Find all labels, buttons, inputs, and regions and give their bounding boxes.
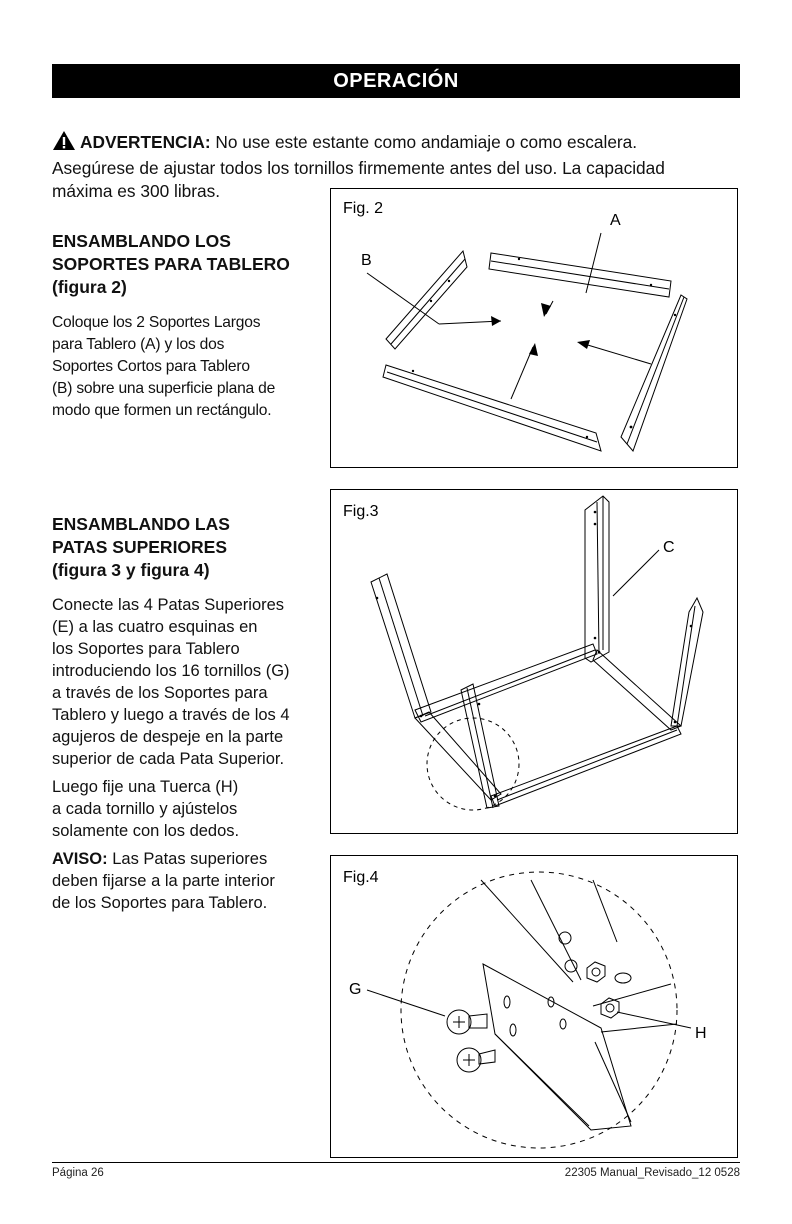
frame-right-rail <box>593 650 681 730</box>
section2-title-line: (figura 3 y figura 4) <box>52 560 210 580</box>
section2-title-line: PATAS SUPERIORES <box>52 537 228 557</box>
detail-circle <box>427 718 519 810</box>
frame-front-rail <box>491 726 681 806</box>
section2-body-line: a través de los Soportes para <box>52 684 268 702</box>
notice-text: Las Patas superiores <box>112 850 268 868</box>
notice-line: de los Soportes para Tablero. <box>52 894 268 912</box>
figure-3 <box>330 489 738 834</box>
fig2-label-b: B <box>361 252 372 269</box>
section-header-title: OPERACIÓN <box>333 69 459 92</box>
notice-line: deben fijarse a la parte interior <box>52 872 275 890</box>
frame-back-rail <box>415 644 597 722</box>
section-header <box>52 64 740 98</box>
footer-doc-id: 22305 Manual_Revisado_12 0528 <box>564 1167 740 1179</box>
section1-body-line: modo que formen un rectángulo. <box>52 402 272 419</box>
section2-body-line: introduciendo los 16 tornillos (G) <box>52 662 290 680</box>
footer-rule <box>52 1162 740 1163</box>
section2-body-line: Conecte las 4 Patas Superiores <box>52 596 285 614</box>
figure-2-drawing <box>331 189 739 469</box>
notice-line-1 <box>52 848 290 870</box>
section2-body-line: (E) a las cuatro esquinas en <box>52 618 258 636</box>
section2-body-line: agujeros de despeje en la parte <box>52 728 284 746</box>
figure-3-drawing <box>331 490 739 835</box>
section2-title-line: ENSAMBLANDO LAS <box>52 514 230 534</box>
warning-line-2: Asegúrese de ajustar todos los tornillos firmemente antes del uso. La capacidad <box>52 158 665 178</box>
notice-label: AVISO: <box>52 850 108 868</box>
fig4-title: Fig.4 <box>343 869 379 886</box>
section1-body <box>52 312 275 422</box>
footer-page: Página 26 <box>52 1167 104 1179</box>
leg-edge <box>481 880 573 982</box>
warning-label: ADVERTENCIA: <box>80 132 211 152</box>
section1-body-line: Coloque los 2 Soportes Largos <box>52 314 261 331</box>
section2-body-line: superior de cada Pata Superior. <box>52 750 285 768</box>
fig3-title: Fig.3 <box>343 503 379 520</box>
section1-title-line: (figura 2) <box>52 277 127 297</box>
rail-plate <box>483 964 631 1130</box>
section2-body2-line: solamente con los dedos. <box>52 822 240 840</box>
section1-title <box>52 230 290 299</box>
detail-circle-enlarged <box>401 872 677 1148</box>
section2-body <box>52 594 290 914</box>
fig2-label-a: A <box>610 212 621 229</box>
section2-body2-line: Luego fije una Tuerca (H) <box>52 778 239 796</box>
fig4-label-g: G <box>349 981 362 998</box>
section1-body-line: Soportes Cortos para Tablero <box>52 358 250 375</box>
warning-line-1: No use este estante como andamiaje o como escalera. <box>215 132 638 152</box>
section1-body-line: (B) sobre una superficie plana de <box>52 380 276 397</box>
section2-body-line: Tablero y luego a través de los 4 <box>52 706 290 724</box>
figure-2 <box>330 188 738 468</box>
section1-title-line: SOPORTES PARA TABLERO <box>52 254 290 274</box>
nut-upper <box>587 962 605 982</box>
rail-b-left <box>386 251 467 349</box>
figure-4 <box>330 855 738 1158</box>
fig3-label-c: C <box>663 539 675 556</box>
rail-a-bottom <box>383 365 601 451</box>
section2-title <box>52 513 230 582</box>
figure-4-drawing <box>331 856 739 1159</box>
fig2-title: Fig. 2 <box>343 200 384 217</box>
section2-body-line: los Soportes para Tablero <box>52 640 240 658</box>
warning-line-3: máxima es 300 libras. <box>52 181 221 201</box>
warning-icon <box>52 130 76 157</box>
fig4-label-h: H <box>695 1025 707 1042</box>
section1-body-line: para Tablero (A) y los dos <box>52 336 225 353</box>
section1-title-line: ENSAMBLANDO LOS <box>52 231 231 251</box>
section2-body2-line: a cada tornillo y ajústelos <box>52 800 238 818</box>
